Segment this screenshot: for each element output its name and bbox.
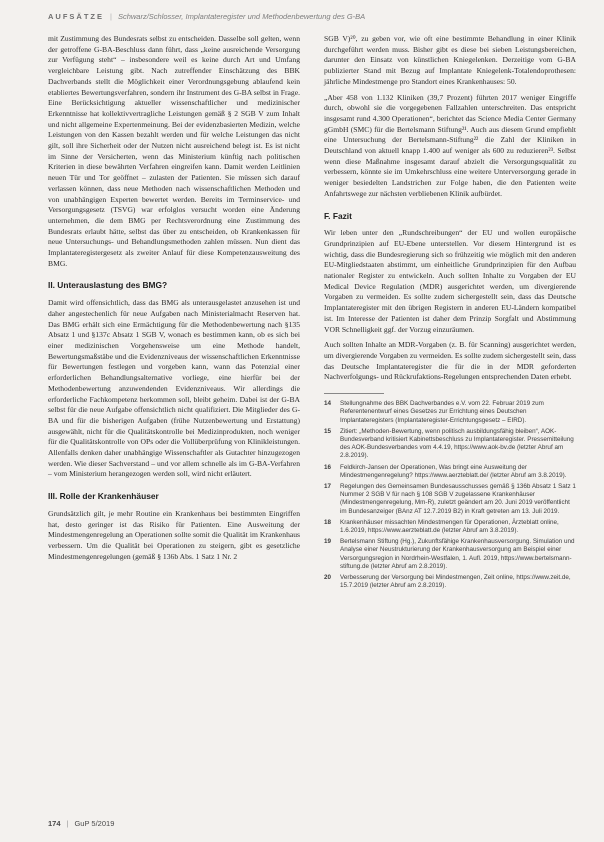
right-column xyxy=(324,34,576,593)
section-heading: II. Unterauslastung des BMG? xyxy=(48,280,168,291)
footnote-text: Stellungnahme des BBK Dachverbandes e.V. vom 22. Februar 2019 zum Referentenentwurf eines Gesetzes zur Errichtung eines Deutschen Implantateregisters (Implantateregister-Errichtungsgesetz – EIRD). xyxy=(340,400,544,424)
footnote xyxy=(324,574,576,590)
footnote-divider xyxy=(324,393,384,394)
section-heading: III. Rolle der Krankenhäuser xyxy=(48,491,159,502)
footnote-number: 20 xyxy=(324,573,332,581)
left-column xyxy=(48,34,300,567)
footnote xyxy=(324,519,576,535)
running-title: Schwarz/Schlosser, Implantateregister und Methodenbewertung des G-BA xyxy=(117,12,366,21)
footnote xyxy=(324,428,576,461)
footnote xyxy=(324,483,576,516)
footnote-number: 16 xyxy=(324,463,332,471)
paragraph: Grundsätzlich gilt, je mehr Routine ein Krankenhaus bei bestimmten Eingriffen hat, desto geringer ist das Risiko für Patienten. Eine Ausweitung der Mindestmengenregelung an Operationen sollte somit die Qualität im Krankenhaus verbessern. Um die Qualität bei Operationen zu steigern, gibt es gesetzliche Mindestmengenregelungen (gemäß § 136b Abs. 1 Satz 1 Nr. 2 xyxy=(48,508,300,561)
footnote-list xyxy=(324,400,576,590)
footnote-text: Zitiert: „Methoden-Bewertung, wenn politisch ausbildungsfähig bleiben“, AOK-Bundesverband kritisiert Kabinettsbeschluss zu Implantateregister. Pressemitteilung des AOK-Bundesverbandes vom 4.4.19, https://www.aok-bv.de (letzter Abruf am 2.8.2019). xyxy=(340,427,574,460)
footnote-text: Bertelsmann Stiftung (Hg.), Zukunftsfähige Krankenhausversorgung. Simulation und Analyse einer Neustrukturierung der Krankenhausversorgung am Beispiel einer Versorgungsregion in Nordrhein-Westfalen, 1. Aufl. 2019, https://www.bertelsmann-stiftung.de (letzter Abruf am 2.8.2019). xyxy=(340,538,575,570)
page-number: 174 xyxy=(48,819,61,828)
section-heading: F. Fazit xyxy=(324,210,352,221)
footnote-text: Krankenhäuser missachten Mindestmengen für Operationen, Ärzteblatt online, 1.6.2019, https://www.aerzteblatt.de (letzter Abruf am 3.8.2019). xyxy=(340,518,559,534)
footnote xyxy=(324,538,576,571)
footnote-number: 15 xyxy=(324,427,332,435)
footnote-text: Feldkirch-Jansen der Operationen, Was bringt eine Ausweitung der Mindestmengenregelung? https://www.aerzteblatt.de/ (letzter Abruf am 3.8.2019). xyxy=(340,463,567,479)
header-divider: | xyxy=(110,12,112,21)
footnote-number: 18 xyxy=(324,518,332,526)
footer-divider: | xyxy=(66,819,69,828)
footnote-number: 14 xyxy=(324,400,332,408)
footnote-text: Verbesserung der Versorgung bei Mindestmengen, Zeit online, https://www.zeit.de, 15.7.2019 (letzter Abruf am 2.8.2019). xyxy=(340,573,571,590)
paragraph: mit Zustimmung des Bundesrats selbst zu entscheiden. Dasselbe soll gelten, wenn der getroffene G-BA-Beschluss dann führt, dass „keine ausreichende Versorgung zur Verfügung steht“ – insbesondere weil es keine durch Art und Umfang vergleichbare Leistung gibt. Nach zutreffender Einschätzung des BBK Dachverbands stellt die Möglichkeit einer Verordnungsgebung ablaufend kein etabliertes Bewertungsverfahren, sondern ihr Instrument des G-BA selbst in Frage. Eine Berücksichtigung aktueller wissenschaftlicher und medizinischer Erkenntnisse hat kollektivvertragliche Leistungen gemäß § 2 SGB V zum Inhalt und nicht allgemeine Expertenmeinung. Bei der evidenzbasierten Medizin, welche Leistungen von den Kassen bezahlt werden und für welche Leistungen das nicht gilt, soll ihre Sicherheit oder der Nutzen nicht ausreichend belegt ist. Es ist nicht im Sinne der Versicherten, wenn das Ministerium künftig nach politischen Kriterien in diese bewährten Verfahren eingreifen kann. Damit werden Leitlinien neuen Tür und Tor geöffnet – zulasten der Patienten. Sie müssen sich darauf verlassen können, dass neue Methoden nach wissenschaftlichen Methoden und von unabhängigen Experten bewertet werden. Bereits im Terminservice- und Versorgungsgesetz (TSVG) war erfolglos versucht worden eine Änderung unternehmen, die dem BMG per Rechtsverordnung eine Zustimmung des Bundesrats erlaubt hätte, selbst das über zu entscheiden, ob Krankenkassen für neue Untersuchungs- und Behandlungsmethoden zahlen müssen. Nun dient das Implantateregistergesetz als zweiter Anlauf für diese Kompetenzausweitung des BMG. xyxy=(48,34,300,268)
footnote-text: Regelungen des Gemeinsamen Bundesausschusses gemäß § 136b Absatz 1 Satz 1 Nummer 2 SGB V für nach § 108 SGB V zugelassene Krankenhäuser (Mindestmengenregelung, Mm-R), zuletzt geändert am 20. Juni 2019 veröffentlicht im Bundesanzeiger (BAnz AT 12.7.2019 B2) in Kraft getreten am 13. Juli 2019. xyxy=(340,482,576,515)
running-header xyxy=(48,12,564,21)
paragraph: SGB V)²⁰, zu geben vor, wie oft eine bestimmte Behandlung in einer Klinik durchgeführt werden muss. Bisher gibt es diese bei sieben Leistungsbereichen, darunter den Einsatz von künstlichen Kniegelenken. Derzeitige vom G-BA publizierter Stand mit Bezug auf Implantate Kniegelenk-Totalendoprothesen: jährliche Mindestmenge pro Standort eines Krankenhauses: 50. xyxy=(324,34,576,86)
journal-issue: GuP 5/2019 xyxy=(74,819,115,828)
footnote-number: 19 xyxy=(324,538,332,546)
page-footer xyxy=(48,819,114,828)
footnote-number: 17 xyxy=(324,482,332,490)
footnote xyxy=(324,464,576,480)
paragraph: Wir leben unter den „Rundschreibungen“ der EU und wollen europäische Grundprinzipien auf EU-Ebene unterstellen. Vor diesem Hintergrund ist es wichtig, dass die Bundesregierung sich so frühzeitig wie möglich mit den anderen EU-Mitgliedstaaten abstimmt, um einheitliche Grundprinzipien für den Aufbau nationaler Register zu entwickeln. Auch sollten Inhalte zu Vorgaben der EU Medical Device Regulation (MDR) ausgerichtet werden, um divergierende Vorgaben zu vermeiden. Es sollte zudem sichergestellt sein, dass das Deutsche Implantateregister mit den übrigen Registern in anderen EU-Ländern kompatibel ist. Im Interesse der Patienten ist daher dem Prinzip Sorgfalt und Abstimmung VOR Schnelligkeit ggf. der Vorzug einzuräumen. xyxy=(324,228,576,334)
footnote xyxy=(324,400,576,425)
paragraph: Damit wird offensichtlich, dass das BMG als unterausgelastet anzusehen ist und daher angestechenlich für neue Aufgaben nach Ministerialmacht Reserven hat. Das BMG erhält sich eine Ermächtigung für die Methodenbewertung nach §135 Absatz 1 und §137c Absatz 1 SGB V, wonach es bestimmen kann, ob es sich bei einer medizinischen Vorgehensweise um eine Methode handelt, Bewertungsmaßstäbe und die Evidenzniveaus der wissenschaftlichen Erkenntnisse für Bewertungen festlegen und vorgeben kann, wann das Potenzial einer erforderlichen Behandlungsalternative vorliege, eine hierfür bei der Methodenbewertung anzuwendenden Evidenzniveaus. Wir allerdings die erforderliche Fachkompetenz herkommen soll, bleibt geheim. Dabei ist der G-BA selbst für die neue Aufgabe offensichtlich nicht qualifiziert. Die Mitglieder des G-BA und für die bisherigen Aufgaben (frühe Nutzenbewertung und Erstattung) ausgewählt, nicht für die Qualitätskontrolle bei Medizinprodukten, noch weniger für die Qualitätskontrolle von OPs oder die Vollüberprüfung von Klinikleistungen. Allenfalls denken daher unabhängige Wissenschaftler als Gutachter hinzugezogen werden. Wie dieser Sachverstand – und vor allem schnelle als im G-BA-Verfahren – vom Ministerium herangezogen werden soll, wird nicht erläutert. xyxy=(48,298,300,479)
quote-paragraph: „Aber 458 von 1.132 Kliniken (39,7 Prozent) führten 2017 weniger Eingriffe durch, obwohl sie die vorgegebenen Fallzahlen unterschreiten. Das entspricht insgesamt rund 4.300 Operationen“, berichtet das Science Media Center Germany gGmbH (SMC) für die Bertelsmann Stiftung²¹. Auch aus diesem Grund empfiehlt eine Untersuchung der Bertelsmann-Stiftung²² die Zahl der Kliniken in Deutschland von aktuell knapp 1.400 auf weniger als 600 zu reduzieren²³. Selbst wenn diese Maßnahme insgesamt darauf abzielt die Versorgungsqualität zu verbessern, könnte sie im Umkehrschluss eine weitere Unterversorgung gerade in weniger besiedelten Landstrichen zur Folge haben, die den Patienten weite Anfahrtswege zur nächsten verbliebenen Klinik aufbürdet. xyxy=(324,92,576,198)
section-label: AUFSÄTZE xyxy=(48,12,104,21)
paragraph: Auch sollten Inhalte an MDR-Vorgaben (z. B. für Scanning) ausgerichtet werden, um divergierende Vorgaben zu vermeiden. Es sollte zudem sichergestellt sein, dass das Deutsche Implantateregister die für die in der MDR geforderten Nachverfolgungs- und Rückrufaktions-Regelungen entsprechenden Daten erhebt. xyxy=(324,340,576,382)
